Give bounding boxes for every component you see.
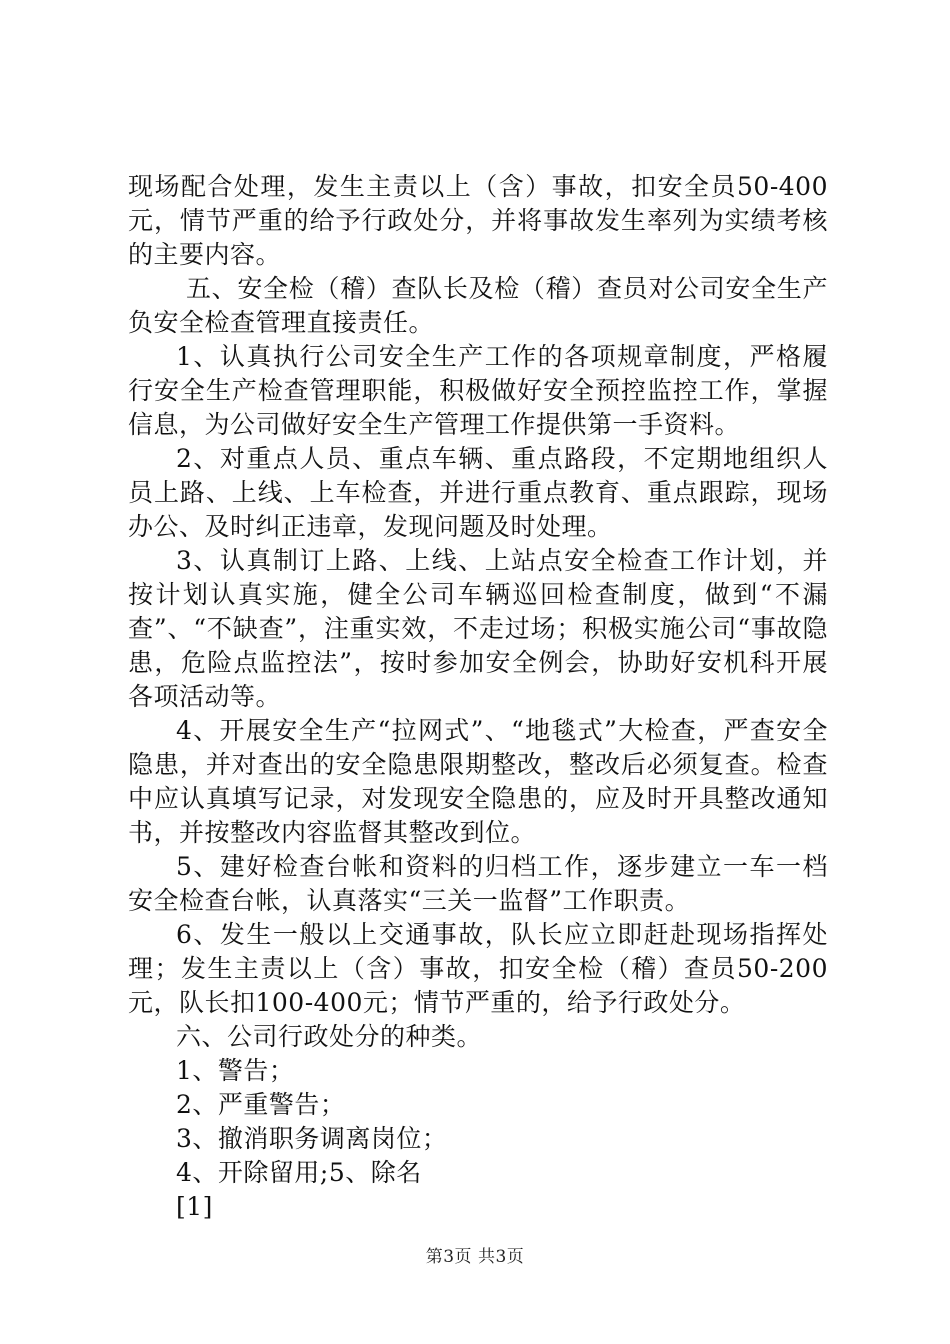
document-body bbox=[128, 170, 828, 1224]
list-item-5: 5、建好检查台帐和资料的归档工作，逐步建立一车一档安全检查台帐，认真落实“三关一监督”工作职责。 bbox=[128, 852, 828, 915]
section-heading-five: 五、安全检（稽）查队长及检（稽）查员对公司安全生产负安全检查管理直接责任。 bbox=[128, 274, 828, 337]
section-heading-six: 六、公司行政处分的种类。 bbox=[176, 1022, 483, 1051]
penalty-item-3: 3、撤消职务调离岗位； bbox=[176, 1124, 448, 1153]
list-item-3: 3、认真制订上路、上线、上站点安全检查工作计划，并按计划认真实施，健全公司车辆巡回检查制度，做到“不漏查”、“不缺查”，注重实效，不走过场；积极实施公司“事故隐患，危险点监控法”，按时参加安全例会，协助好安机科开展各项活动等。 bbox=[128, 546, 828, 711]
penalty-item-1: 1、警告； bbox=[176, 1056, 295, 1085]
page-footer: 第3页 共3页 bbox=[425, 1247, 525, 1267]
list-item-2: 2、对重点人员、重点车辆、重点路段，不定期地组织人员上路、上线、上车检查，并进行重点教育、重点跟踪，现场办公、及时纠正违章，发现问题及时处理。 bbox=[128, 444, 828, 541]
list-item-1: 1、认真执行公司安全生产工作的各项规章制度，严格履行安全生产检查管理职能，积极做好安全预控监控工作，掌握信息，为公司做好安全生产管理工作提供第一手资料。 bbox=[128, 342, 828, 439]
paragraph-continuation: 现场配合处理，发生主责以上（含）事故，扣安全员50-400元，情节严重的给予行政处分，并将事故发生率列为实绩考核的主要内容。 bbox=[128, 172, 828, 269]
list-item-6: 6、发生一般以上交通事故，队长应立即赶赴现场指挥处理；发生主责以上（含）事故，扣安全检（稽）查员50-200元，队长扣100-400元；情节严重的，给予行政处分。 bbox=[128, 920, 828, 1017]
penalty-item-2: 2、严重警告； bbox=[176, 1090, 346, 1119]
penalty-item-4-5: 4、开除留用;5、除名 bbox=[176, 1158, 422, 1187]
list-item-4: 4、开展安全生产“拉网式”、“地毯式”大检查，严查安全隐患，并对查出的安全隐患限期整改，整改后必须复查。检查中应认真填写记录，对发现安全隐患的，应及时开具整改通知书，并按整改内容监督其整改到位。 bbox=[128, 716, 828, 847]
footnote-reference: [1] bbox=[176, 1192, 213, 1221]
